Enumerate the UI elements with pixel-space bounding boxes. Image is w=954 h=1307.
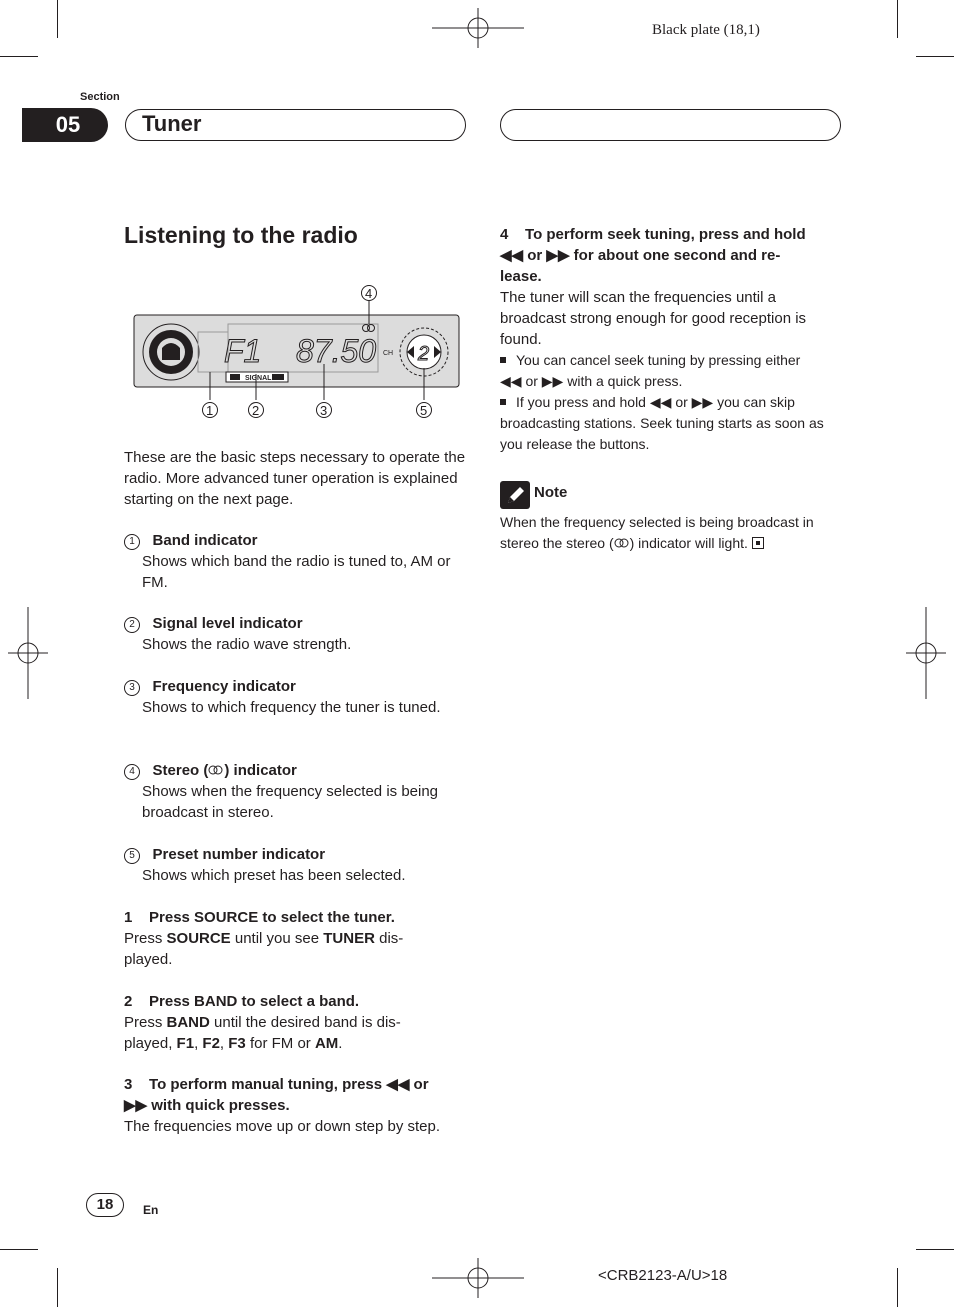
forward-icon: ▶▶	[546, 247, 570, 264]
item-description: Shows the radio wave strength.	[142, 636, 352, 653]
item-title-part: ) indicator	[224, 762, 297, 779]
page-title: Listening to the radio	[124, 222, 358, 248]
step-4: 4 To perform seek tuning, press and hold ◀◀ or ▶▶ for about one second and re- lease. The tuner will scan the frequencies until a broadcast strong enough for good reception is found. You can cancel seek tuning by pressing either ◀◀ or ▶▶ with a quick press. If you press and hold ◀◀ or ▶▶ you can skip broadcasting stations. Seek tuning starts as soon as you release the buttons.	[500, 224, 845, 455]
callout-5: 5	[420, 403, 428, 418]
indicator-1	[124, 530, 469, 593]
left-dial-icon	[143, 324, 199, 380]
stereo-icon	[614, 538, 630, 548]
indicator-2	[124, 613, 469, 655]
section-title: Tuner	[142, 111, 202, 136]
step-number: 2	[124, 993, 133, 1010]
indicator-3	[124, 676, 469, 718]
step-description: The frequencies move up or down step by step.	[124, 1118, 441, 1135]
section-label: Section	[80, 91, 120, 103]
preset-digit: 2	[418, 343, 430, 365]
forward-icon: ▶▶	[124, 1097, 148, 1114]
rewind-icon: ◀◀	[500, 247, 524, 264]
stereo-icon	[208, 765, 224, 775]
item-number: 4	[124, 764, 140, 780]
forward-icon: ▶▶	[691, 394, 714, 410]
step-title: Press SOURCE to select the tuner.	[149, 909, 395, 926]
step-description: The tuner will scan the frequencies until a broadcast strong enough for good reception is found.	[500, 289, 807, 348]
callout-4: 4	[365, 286, 373, 301]
step-title: Press BAND to select a band.	[149, 993, 360, 1010]
indicator-4	[124, 760, 469, 823]
step-number: 4	[500, 226, 509, 243]
item-description: Shows to which frequency the tuner is tuned.	[142, 699, 441, 716]
item-title-part: Stereo (	[152, 762, 209, 779]
item-description: Shows when the frequency selected is being broadcast in stereo.	[142, 783, 439, 821]
registration-mark-left	[8, 607, 48, 699]
step-number: 1	[124, 909, 133, 926]
forward-icon: ▶▶	[541, 373, 564, 389]
item-description: Shows which band the radio is tuned to, AM or FM.	[142, 553, 451, 591]
step-number: 3	[124, 1076, 133, 1093]
item-title: Frequency indicator	[152, 678, 296, 695]
tuner-display-illustration	[124, 282, 469, 422]
blank-header-box	[500, 109, 841, 141]
section-number: 05	[55, 112, 81, 137]
registration-mark-right	[906, 607, 946, 699]
bullet-icon	[500, 399, 506, 405]
note-label: Note	[534, 484, 568, 501]
band-digits: F1	[224, 333, 262, 369]
callout-1: 1	[206, 403, 214, 418]
page-number: 18	[86, 1193, 124, 1217]
step-2: 2 Press BAND to select a band. Press BAND until the desired band is dis- played, F1, F2, F3 for FM or AM.	[124, 993, 401, 1052]
intro-paragraph: These are the basic steps necessary to operate the radio. More advanced tuner operation is explained starting on the next page.	[124, 449, 466, 508]
bullet-item: You can cancel seek tuning by pressing either ◀◀ or ▶▶ with a quick press.	[500, 352, 801, 389]
callout-3: 3	[320, 403, 328, 418]
item-description: Shows which preset has been selected.	[142, 867, 406, 884]
rewind-icon: ◀◀	[649, 394, 672, 410]
rewind-icon: ◀◀	[386, 1076, 410, 1093]
step-1: 1 Press SOURCE to select the tuner. Press SOURCE until you see TUNER dis- played.	[124, 909, 404, 968]
rewind-icon: ◀◀	[500, 373, 522, 389]
note-pencil-icon	[500, 481, 530, 509]
document-code: <CRB2123-A/U>18	[598, 1267, 728, 1284]
item-title: Preset number indicator	[152, 846, 326, 863]
bullet-icon	[500, 357, 506, 363]
note-text: When the frequency selected is being broadcast in stereo the stereo ( ) indicator will light.	[500, 514, 814, 551]
ch-label: CH	[383, 350, 394, 357]
plate-label: Black plate (18,1)	[652, 22, 760, 38]
frequency-digits: 87.50	[296, 333, 377, 369]
callout-2: 2	[252, 403, 260, 418]
language-label: En	[143, 1203, 159, 1217]
item-number: 5	[124, 848, 140, 864]
item-number: 1	[124, 534, 140, 550]
registration-mark-top	[432, 8, 524, 48]
step-3: 3 To perform manual tuning, press ◀◀ or ▶▶ with quick presses. The frequencies move up or down step by step.	[124, 1074, 469, 1137]
end-mark-icon	[752, 537, 764, 549]
indicator-5	[124, 844, 469, 886]
item-number: 3	[124, 680, 140, 696]
item-number: 2	[124, 617, 140, 633]
bullet-item: If you press and hold ◀◀ or ▶▶ you can skip broadcasting stations. Seek tuning starts as soon as you release the buttons.	[500, 394, 824, 452]
signal-label: SIGNAL	[245, 375, 272, 382]
item-title: Band indicator	[152, 532, 258, 549]
item-title: Signal level indicator	[152, 615, 303, 632]
registration-mark-bottom	[432, 1258, 524, 1298]
